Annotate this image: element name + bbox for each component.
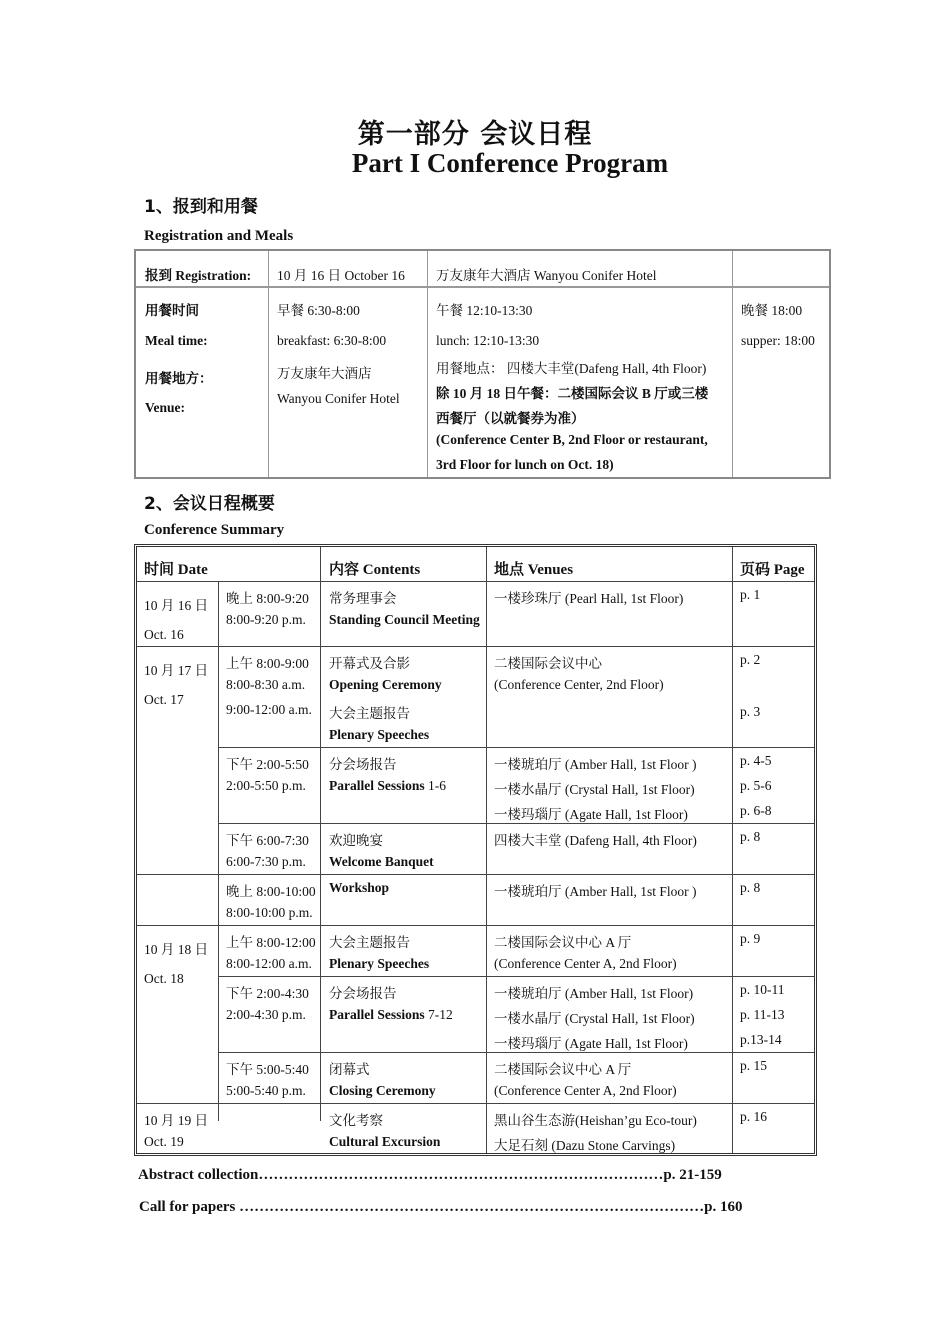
- section2-heading: 2、会议日程概要: [144, 494, 275, 514]
- header-venues: 地点 Venues: [494, 562, 574, 578]
- section1-heading: 1、报到和用餐: [144, 197, 258, 217]
- breakfast-time-en: breakfast: 6:30-8:00: [277, 333, 387, 348]
- day18-pm-page-3: p.13-14: [740, 1032, 782, 1047]
- lunch-time-en: lunch: 12:10-13:30: [436, 333, 540, 348]
- venue-label-cn: 用餐地方：: [145, 371, 213, 386]
- day17-am-content-cn-1: 开幕式及合影: [329, 656, 410, 671]
- day17-eve-content-cn: 欢迎晚宴: [329, 833, 383, 848]
- day18-date-en: Oct. 18: [144, 971, 184, 986]
- section2-subheading: Conference Summary: [144, 522, 285, 538]
- day17-night-page: p. 8: [740, 880, 761, 895]
- day18-am-time-cn: 上午 8:00-12:00: [226, 935, 316, 950]
- header-date: 时间 Date: [144, 562, 208, 578]
- day17-eve-time-en: 6:00-7:30 p.m.: [226, 854, 306, 869]
- day16-content-en: Standing Council Meeting: [329, 612, 480, 627]
- supper-time-cn: 晚餐 18:00: [741, 303, 803, 318]
- day18-pm-venue-2: 一楼水晶厅 (Crystal Hall, 1st Floor): [494, 1011, 695, 1026]
- day18-am-page: p. 9: [740, 931, 761, 946]
- day18-close-time-en: 5:00-5:40 p.m.: [226, 1083, 306, 1098]
- day18-close-time-cn: 下午 5:00-5:40: [226, 1062, 309, 1077]
- lunch-note-4: 3rd Floor for lunch on Oct. 18): [436, 457, 614, 472]
- day17-night-venue: 一楼琥珀厅 (Amber Hall, 1st Floor ): [494, 884, 697, 899]
- day18-am-venue-en: (Conference Center A, 2nd Floor): [494, 956, 677, 971]
- day18-am-venue-cn: 二楼国际会议中心 A 厅: [494, 935, 632, 950]
- venue-label-en: Venue:: [145, 400, 186, 415]
- lunch-note-1: 除 10 月 18 日午餐：二楼国际会议 B 厅或三楼: [436, 386, 709, 401]
- day18-date-cn: 10 月 18 日: [144, 942, 209, 957]
- day18-am-content-en: Plenary Speeches: [329, 956, 430, 971]
- day17-am-time-cn: 上午 8:00-9:00: [226, 656, 309, 671]
- day19-content-en: Cultural Excursion: [329, 1134, 441, 1149]
- lunch-venue: 用餐地点： 四楼大丰堂(Dafeng Hall, 4th Floor): [436, 361, 707, 376]
- day17-night-time-en: 8:00-10:00 p.m.: [226, 905, 313, 920]
- day17-night-content-en: Workshop: [329, 880, 390, 895]
- day17-am-content-cn-2: 大会主题报告: [329, 706, 410, 721]
- day18-pm-time-cn: 下午 2:00-4:30: [226, 986, 309, 1001]
- day17-eve-page: p. 8: [740, 829, 761, 844]
- registration-label: 报到 Registration:: [145, 268, 252, 283]
- day17-pm-page-3: p. 6-8: [740, 803, 772, 818]
- day16-venue: 一楼珍珠厅 (Pearl Hall, 1st Floor): [494, 591, 684, 606]
- day18-close-venue-en: (Conference Center A, 2nd Floor): [494, 1083, 677, 1098]
- day17-pm-page-2: p. 5-6: [740, 778, 772, 793]
- day16-page: p. 1: [740, 587, 761, 602]
- day17-pm-content-cn: 分会场报告: [329, 757, 397, 772]
- day17-night-time-cn: 晚上 8:00-10:00: [226, 884, 316, 899]
- section1-subheading: Registration and Meals: [144, 228, 294, 244]
- day18-pm-content-cn: 分会场报告: [329, 986, 397, 1001]
- day18-close-content-cn: 闭幕式: [329, 1062, 370, 1077]
- registration-hotel: 万友康年大酒店 Wanyou Conifer Hotel: [436, 268, 657, 283]
- day17-pm-time-en: 2:00-5:50 p.m.: [226, 778, 306, 793]
- registration-date: 10 月 16 日 October 16: [277, 268, 405, 283]
- day17-eve-content-en: Welcome Banquet: [329, 854, 434, 869]
- supper-time-en: supper: 18:00: [741, 333, 815, 348]
- day19-date-cn: 10 月 19 日: [144, 1113, 209, 1128]
- day17-am-page-2: p. 3: [740, 704, 761, 719]
- day18-close-venue-cn: 二楼国际会议中心 A 厅: [494, 1062, 632, 1077]
- day17-am-page-1: p. 2: [740, 652, 761, 667]
- day17-eve-time-cn: 下午 6:00-7:30: [226, 833, 309, 848]
- day17-pm-content-en: Parallel Sessions 1-6: [329, 778, 447, 793]
- day17-am-venue-cn: 二楼国际会议中心: [494, 656, 602, 671]
- day19-date-en: Oct. 19: [144, 1134, 184, 1149]
- day18-pm-page-2: p. 11-13: [740, 1007, 785, 1022]
- call-for-papers-line: Call for papers …………………………………………………………………………………p. 160: [139, 1199, 743, 1215]
- day16-date-cn: 10 月 16 日: [144, 598, 209, 613]
- breakfast-time-cn: 早餐 6:30-8:00: [277, 303, 360, 318]
- day18-pm-venue-3: 一楼玛瑙厅 (Agate Hall, 1st Floor): [494, 1036, 688, 1051]
- day16-date-en: Oct. 16: [144, 627, 184, 642]
- registration-table: [134, 249, 831, 479]
- page-title-cn: 第一部分 会议日程: [357, 119, 593, 150]
- day17-am-time-en-2: 9:00-12:00 a.m.: [226, 702, 312, 717]
- day18-pm-content-en: Parallel Sessions 7-12: [329, 1007, 453, 1022]
- header-page: 页码 Page: [740, 562, 805, 578]
- meal-time-label-en: Meal time:: [145, 333, 208, 348]
- day18-am-time-en: 8:00-12:00 a.m.: [226, 956, 312, 971]
- breakfast-venue-cn: 万友康年大酒店: [277, 366, 372, 381]
- day17-date-cn: 10 月 17 日: [144, 663, 209, 678]
- day17-pm-venue-2: 一楼水晶厅 (Crystal Hall, 1st Floor): [494, 782, 695, 797]
- day16-time-cn: 晚上 8:00-9:20: [226, 591, 309, 606]
- page-title-en: Part I Conference Program: [351, 148, 669, 178]
- day19-venue-2: 大足石刻 (Dazu Stone Carvings): [494, 1138, 676, 1153]
- day18-pm-venue-1: 一楼琥珀厅 (Amber Hall, 1st Floor): [494, 986, 694, 1001]
- header-contents: 内容 Contents: [329, 562, 421, 578]
- day18-close-page: p. 15: [740, 1058, 767, 1073]
- day19-page: p. 16: [740, 1109, 767, 1124]
- day19-venue-1: 黑山谷生态游(Heishan’gu Eco-tour): [494, 1113, 697, 1128]
- conference-summary-table: [134, 544, 817, 1156]
- day18-pm-page-1: p. 10-11: [740, 982, 785, 997]
- day17-pm-time-cn: 下午 2:00-5:50: [226, 757, 309, 772]
- day17-am-content-en-1: Opening Ceremony: [329, 677, 442, 692]
- day17-pm-venue-1: 一楼琥珀厅 (Amber Hall, 1st Floor ): [494, 757, 697, 772]
- day16-time-en: 8:00-9:20 p.m.: [226, 612, 306, 627]
- day16-content-cn: 常务理事会: [329, 591, 397, 606]
- lunch-note-2: 西餐厅（以就餐券为准）: [436, 411, 585, 426]
- day19-content-cn: 文化考察: [329, 1113, 383, 1128]
- day18-pm-time-en: 2:00-4:30 p.m.: [226, 1007, 306, 1022]
- lunch-note-3: (Conference Center B, 2nd Floor or restaurant,: [436, 432, 708, 447]
- day18-am-content-cn: 大会主题报告: [329, 935, 410, 950]
- abstract-collection-line: Abstract collection………………………………………………………………………p. 21-159: [138, 1167, 722, 1183]
- day17-am-venue-en: (Conference Center, 2nd Floor): [494, 677, 664, 692]
- meal-time-label-cn: 用餐时间: [145, 303, 199, 318]
- day18-close-content-en: Closing Ceremony: [329, 1083, 436, 1098]
- breakfast-venue-en: Wanyou Conifer Hotel: [277, 391, 400, 406]
- lunch-time-cn: 午餐 12:10-13:30: [436, 303, 533, 318]
- day17-pm-page-1: p. 4-5: [740, 753, 772, 768]
- day17-pm-venue-3: 一楼玛瑙厅 (Agate Hall, 1st Floor): [494, 807, 688, 822]
- day17-am-time-en-1: 8:00-8:30 a.m.: [226, 677, 306, 692]
- day17-date-en: Oct. 17: [144, 692, 184, 707]
- day17-eve-venue: 四楼大丰堂 (Dafeng Hall, 4th Floor): [494, 833, 697, 848]
- day17-am-content-en-2: Plenary Speeches: [329, 727, 430, 742]
